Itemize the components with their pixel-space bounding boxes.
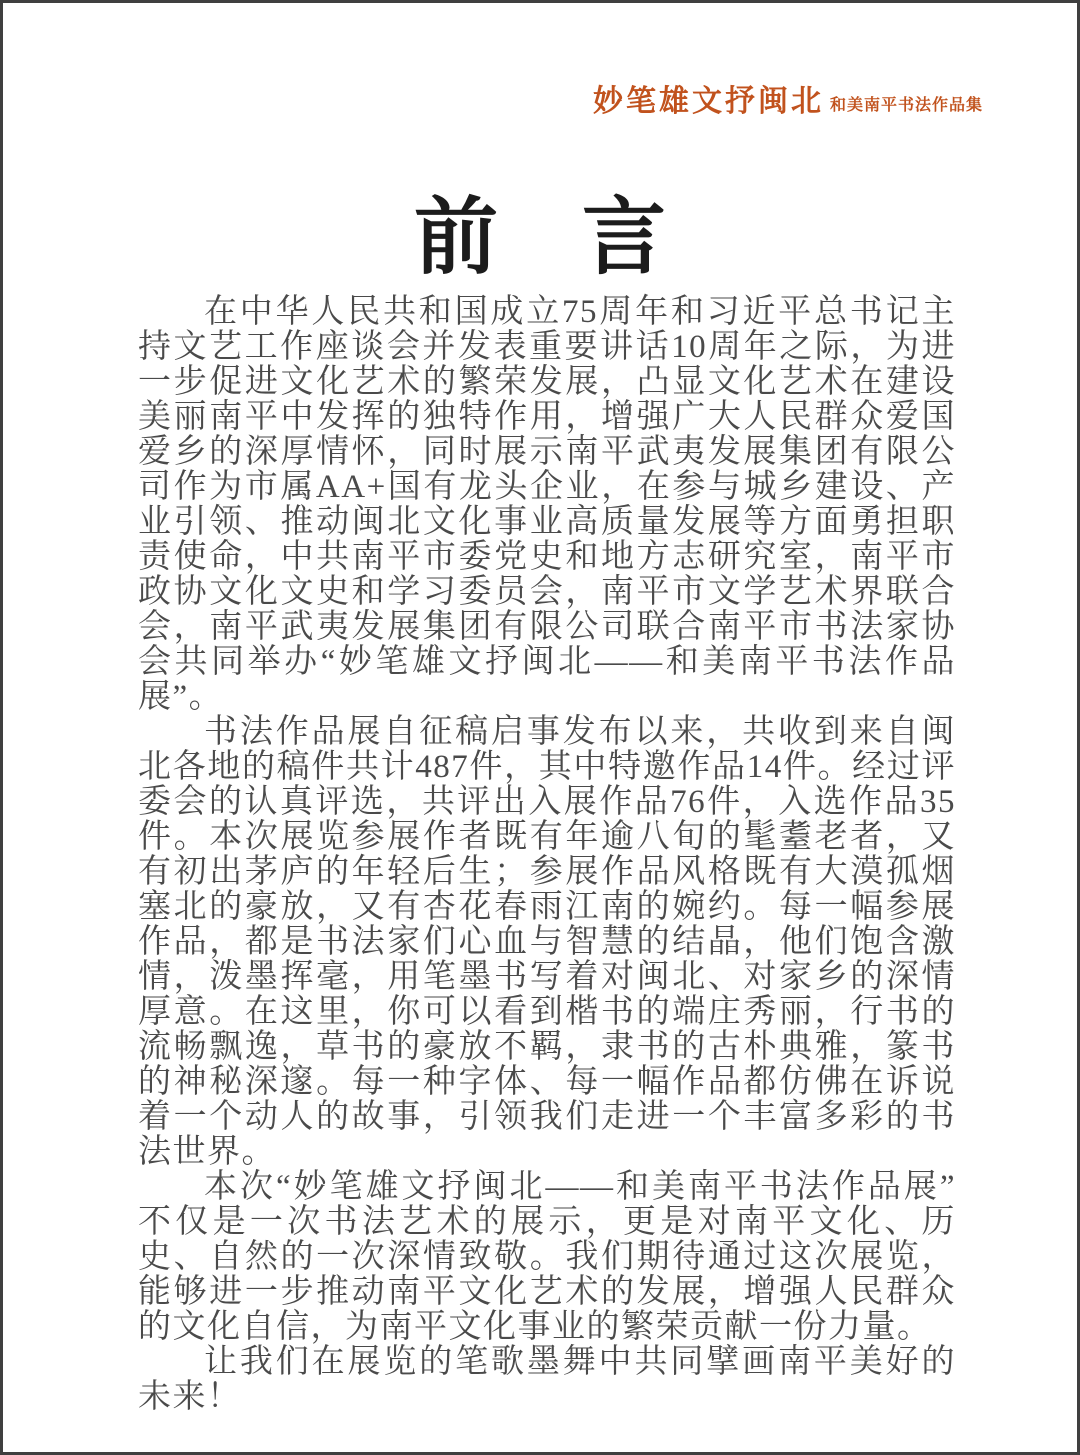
preface-paragraph-1: 在中华人民共和国成立75周年和习近平总书记主持文艺工作座谈会并发表重要讲话10周年之际，为进一步促进文化艺术的繁荣发展，凸显文化艺术在建设美丽南平中发挥的独特作用，增强广大人民群众爱国爱乡的深厚情怀，同时展示南平武夷发展集团有限公司作为市属AA+国有龙头企业，在参与城乡建设、产业引领、推动闽北文化事业高质量发展等方面勇担职责使命，中共南平市委党史和地方志研究室，南平市政协文化文史和学习委员会，南平市文学艺术界联合会，南平武夷发展集团有限公司联合南平市书法家协会共同举办“妙笔雄文抒闽北——和美南平书法作品展”。 [138, 294, 956, 715]
page-title: 前 言 [413, 192, 666, 285]
preface-body [138, 295, 956, 1415]
series-title: 妙笔雄文抒闽北 [592, 85, 824, 118]
preface-paragraph-3: 本次“妙笔雄文抒闽北——和美南平书法作品展”不仅是一次书法艺术的展示，更是对南平文化、历史、自然的一次深情致敬。我们期待通过这次展览，能够进一步推动南平文化艺术的发展，增强人民群众的文化自信，为南平文化事业的繁荣贡献一份力量。 [138, 1169, 956, 1345]
preface-paragraph-4: 让我们在展览的笔歌墨舞中共同擘画南平美好的未来！ [138, 1344, 956, 1415]
book-series-header [593, 87, 983, 117]
preface-paragraph-2: 书法作品展自征稿启事发布以来，共收到来自闽北各地的稿件共计487件，其中特邀作品14件。经过评委会的认真评选，共评出入展作品76件，入选作品35件。本次展览参展作者既有年逾八旬的髦耋老者，又有初出茅庐的年轻后生；参展作品风格既有大漠孤烟塞北的豪放，又有杏花春雨江南的婉约。每一幅参展作品，都是书法家们心血与智慧的结晶，他们饱含激情，泼墨挥毫，用笔墨书写着对闽北、对家乡的深情厚意。在这里，你可以看到楷书的端庄秀丽，行书的流畅飘逸，草书的豪放不羁，隶书的古朴典雅，篆书的神秘深邃。每一种字体、每一幅作品都仿佛在诉说着一个动人的故事，引领我们走进一个丰富多彩的书法世界。 [138, 714, 956, 1170]
series-subtitle: 和美南平书法作品集 [829, 97, 983, 114]
